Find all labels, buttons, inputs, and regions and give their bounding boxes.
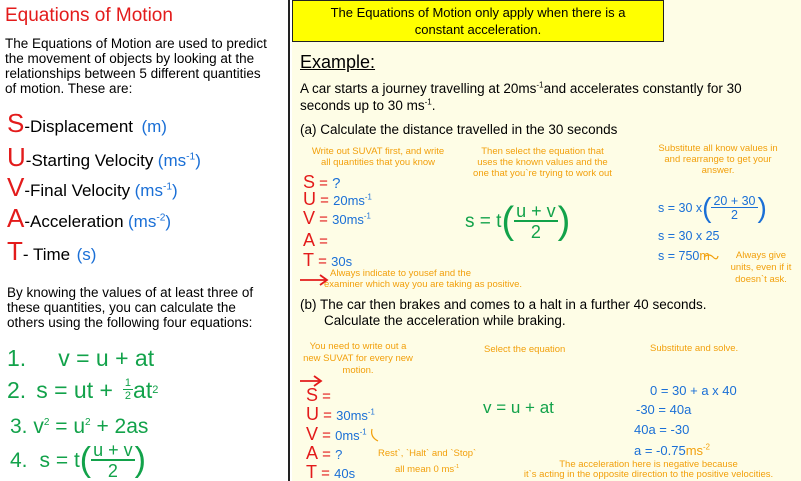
suvat-name: -Acceleration — [24, 212, 124, 231]
units-arrow-icon — [703, 251, 719, 261]
note-line: The Equations of Motion only apply when there is a — [330, 5, 626, 20]
suvat-row-a — [7, 205, 171, 231]
tip-negative-acceleration: The acceleration here is negative because it`s acting in the opposite direction to the positive velocities. — [523, 459, 774, 480]
suvat-row-t — [7, 238, 96, 264]
tip-solve: Substitute and solve. — [650, 343, 739, 354]
constant-acceleration-note — [292, 0, 664, 42]
tip-substitute: Substitute all know values in and rearrange to get your answer. — [658, 143, 778, 176]
solution-line: -30 = 40a — [636, 402, 692, 417]
suvat-line: S = ? — [303, 172, 341, 192]
knowing-line: others using the following four equations: — [7, 315, 253, 330]
solution-line: 40a = -30 — [634, 422, 690, 437]
tip-write-suvat: Write out SUVAT first, and write all quantities that you know — [311, 146, 445, 168]
suvat-row-v — [7, 174, 178, 200]
suvat-line: A = ? — [306, 443, 343, 463]
suvat-letter: V — [7, 172, 25, 202]
tip-pointer-icon — [366, 427, 380, 443]
page-title: Equations of Motion — [5, 5, 173, 26]
suvat-name: -Starting Velocity — [25, 151, 154, 170]
tip-units: Always give units, even if it doesn`t ask. — [730, 250, 792, 285]
suvat-name: - Time — [22, 245, 71, 264]
suvat-letter: U — [7, 142, 26, 172]
intro-text — [5, 36, 267, 96]
suvat-letter: A — [7, 203, 25, 233]
suvat-line: $U = 30ms^{-1}$ — [306, 404, 375, 424]
tip-new-suvat: You need to write out a new SUVAT for every new motion. — [303, 341, 413, 376]
example-heading: Example: — [300, 52, 376, 72]
suvat-line: $V = 0ms^{-1}$ — [306, 424, 367, 444]
part-b-question: (b) The car then brakes and comes to a halt in a further 40 seconds. Calculate the acceleration while braking. — [300, 297, 707, 328]
solution-answer: $a = -0.75ms^{-2}$ — [634, 442, 710, 458]
suvat-line: S = — [306, 385, 331, 405]
suvat-name: -Displacement — [24, 117, 133, 136]
problem-text: A car starts a journey travelling at $20ms^{-1}and$ accelerates constantly for 30 seconds up to 30 $ms^{-1}$. — [300, 80, 742, 113]
equation-4: 4. s = t ( $\frac{u + v}{2}$ ) — [10, 439, 146, 481]
suvat-unit: $(ms^{-1})$ — [134, 181, 178, 200]
suvat-line: T = 40s — [306, 462, 356, 481]
knowing-line: By knowing the values of at least three of — [7, 285, 254, 300]
suvat-line: $U = 20ms^{-1}$ — [303, 189, 372, 209]
equation-3: 3. $v^2 = u^2 + 2as$ — [10, 415, 149, 438]
part-a-substitution-2: s = 30 x 25 — [658, 229, 720, 243]
intro-line: the movement of objects by looking at the — [5, 51, 255, 66]
equation-2: 2. s = ut + $\frac{1}{2}$ at 2 — [7, 376, 159, 403]
suvat-line: T = 30s — [303, 250, 353, 270]
suvat-unit: (m) — [141, 117, 167, 136]
suvat-row-s — [7, 110, 167, 136]
suvat-unit: $(ms^{-2})$ — [128, 212, 172, 231]
part-a-question: (a) Calculate the distance travelled in the 30 seconds — [300, 122, 618, 137]
tip-positive-direction: Always indicate to yousef and the examiner which way you are taking as positive. — [324, 268, 523, 290]
suvat-line: $V = 30ms^{-1}$ — [303, 208, 371, 228]
knowing-text — [7, 285, 253, 330]
intro-line: relationships between 5 different quantities — [5, 66, 261, 81]
note-line: constant acceleration. — [414, 22, 542, 37]
suvat-line: A = — [303, 230, 328, 250]
suvat-letter: T — [7, 236, 23, 266]
suvat-unit: (s) — [76, 245, 97, 264]
tip-select-equation: Then select the equation that uses the known values and the one that you`re trying to work out — [473, 146, 612, 179]
tip-select-equation-b: Select the equation — [484, 344, 566, 355]
suvat-letter: S — [7, 108, 25, 138]
part-a-equation: s = t ( $\frac{u + v}{2}$ ) — [465, 200, 571, 242]
intro-line: The Equations of Motion are used to predict — [5, 36, 267, 51]
intro-line: of motion. These are: — [5, 81, 133, 96]
part-a-substitution-1: s = 30 x ( $\frac{20 + 30}{2}$ ) — [658, 192, 767, 223]
equation-1: 1. v = u + at — [7, 345, 155, 371]
part-b-equation: v = u + at — [483, 398, 554, 417]
part-a-answer: s = 750m — [658, 249, 710, 263]
suvat-name: -Final Velocity — [24, 181, 131, 200]
suvat-row-u — [7, 144, 201, 170]
knowing-line: these quantities, you can calculate the — [7, 300, 236, 315]
solution-line: 0 = 30 + a x 40 — [650, 383, 737, 398]
tip-rest-halt-stop: Rest`, `Halt` and `Stop` all mean 0 $ms^{-1}$ — [378, 448, 477, 475]
suvat-unit: $(ms^{-1})$ — [157, 151, 201, 170]
